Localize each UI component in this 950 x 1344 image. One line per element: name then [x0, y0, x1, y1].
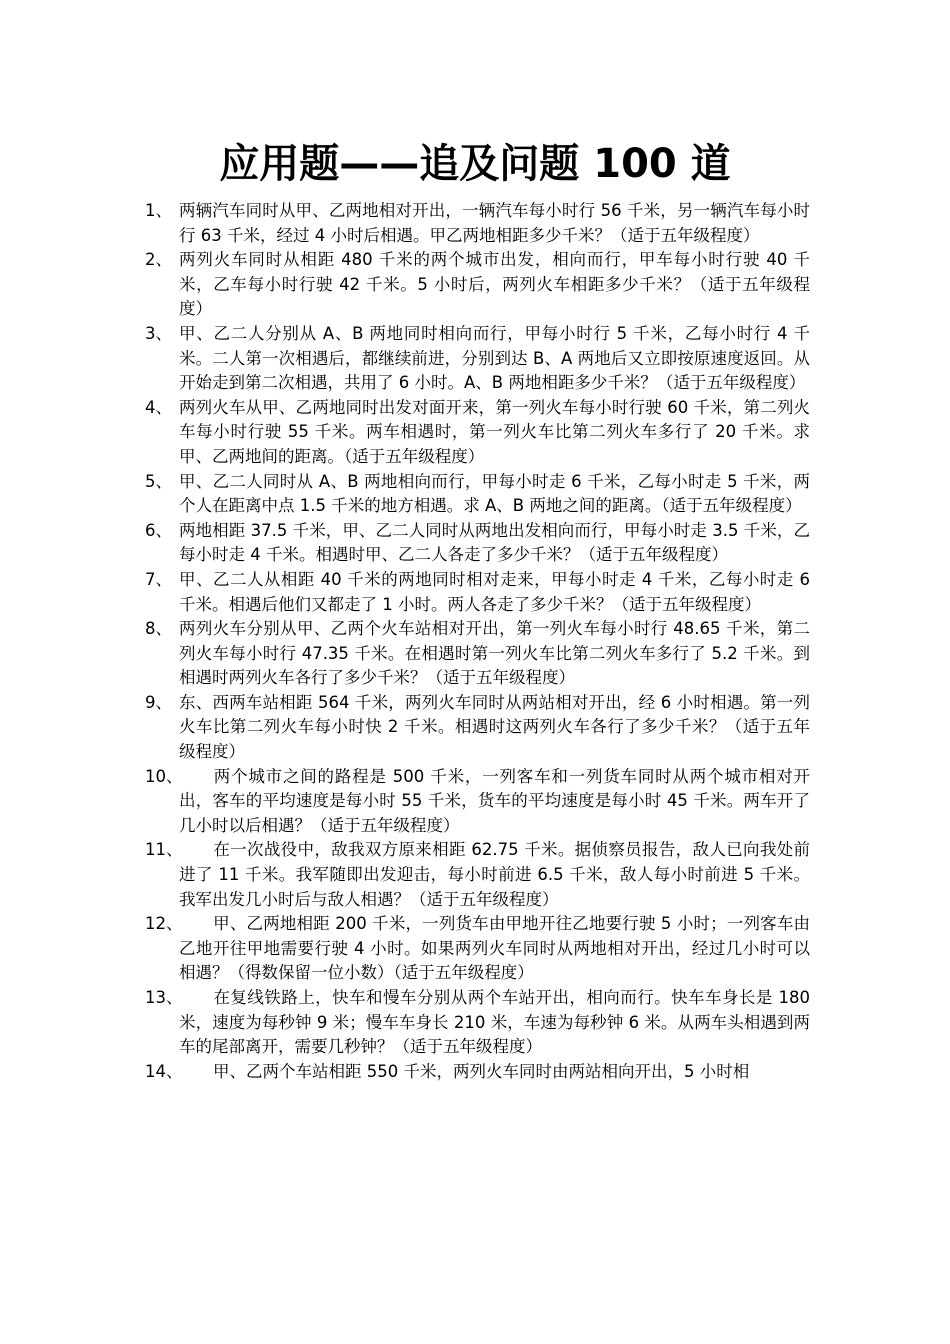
problem-text: 两列火车分别从甲、乙两个火车站相对开出，第一列火车每小时行 48.65 千米，第二列火车每小时行 47.35 千米。在相遇时第一列火车比第二列火车多行了 5.2 千米。到相遇时两列火车各行了多少千米？（适于五年级程度） [179, 619, 810, 688]
problem-number: 11、 [145, 840, 183, 860]
problem-number: 8、 [145, 619, 172, 639]
problem-number: 5、 [145, 471, 172, 491]
problem-item [145, 322, 810, 396]
problem-text: 两地相距 37.5 千米，甲、乙二人同时从两地出发相向而行，甲每小时走 3.5 千米，乙每小时走 4 千米。相遇时甲、乙二人各走了多少千米？（适于五年级程度） [179, 520, 810, 565]
problem-text: 在复线铁路上，快车和慢车分别从两个车站开出，相向而行。快车车身长是 180 米，速度为每秒钟 9 米；慢车车身长 210 米，车速为每秒钟 6 米。从两车头相遇到两车的尾部离开，需要几秒钟？（适于五年级程度） [179, 988, 810, 1057]
problem-item [145, 838, 810, 912]
problem-number: 3、 [145, 323, 172, 343]
problem-item [145, 568, 810, 617]
page-title: 应用题——追及问题 100 道 [219, 141, 731, 187]
problem-list [145, 199, 810, 1084]
problem-number: 7、 [145, 569, 172, 589]
problem-number: 6、 [145, 520, 172, 540]
problem-text: 两列火车从甲、乙两地同时出发对面开来，第一列火车每小时行驶 60 千米，第二列火车每小时行驶 55 千米。两车相遇时，第一列火车比第二列火车多行了 20 千米。求甲、乙两地间的距离。（适于五年级程度） [179, 397, 810, 466]
problem-item [145, 1060, 810, 1085]
problem-item [145, 248, 810, 322]
problem-item [145, 199, 810, 248]
problem-number: 12、 [145, 914, 183, 934]
problem-text: 甲、乙二人从相距 40 千米的两地同时相对走来，甲每小时走 4 千米，乙每小时走 6 千米。相遇后他们又都走了 1 小时。两人各走了多少千米？（适于五年级程度） [179, 569, 810, 614]
problem-number: 10、 [145, 766, 183, 786]
problem-number: 13、 [145, 988, 183, 1007]
problem-text: 甲、乙两地相距 200 千米，一列货车由甲地开往乙地要行驶 5 小时；一列客车由乙地开往甲地需要行驶 4 小时。如果两列火车同时从两地相对开出，经过几小时可以相遇？（得数保留一位小数）（适于五年级程度） [179, 914, 810, 983]
problem-item [145, 765, 810, 839]
problem-text: 在一次战役中，敌我双方原来相距 62.75 千米。据侦察员报告，敌人已向我处前进了 11 千米。我军随即出发迎击，每小时前进 6.5 千米，敌人每小时前进 5 千米。我军出发几小时后与敌人相遇？（适于五年级程度） [179, 840, 810, 909]
problem-text: 甲、乙二人同时从 A、B 两地相向而行，甲每小时走 6 千米，乙每小时走 5 千米，两个人在距离中点 1.5 千米的地方相遇。求 A、B 两地之间的距离。（适于五年级程度） [179, 471, 810, 516]
problem-item [145, 986, 810, 1060]
problem-text: 东、西两车站相距 564 千米，两列火车同时从两站相对开出，经 6 小时相遇。第一列火车比第二列火车每小时快 2 千米。相遇时这两列火车各行了多少千米？（适于五年级程度） [179, 692, 810, 762]
problem-item [145, 396, 810, 470]
problem-item [145, 470, 810, 519]
problem-number: 9、 [145, 692, 172, 712]
problem-text: 两个城市之间的路程是 500 千米，一列客车和一列货车同时从两个城市相对开出，客车的平均速度是每小时 55 千米，货车的平均速度是每小时 45 千米。两车开了几小时以后相遇？（适于五年级程度） [179, 766, 810, 835]
problem-number: 4、 [145, 397, 172, 417]
problem-text: 甲、乙两个车站相距 550 千米，两列火车同时由两站相向开出，5 小时相 [213, 1061, 750, 1081]
problem-number: 14、 [145, 1061, 183, 1081]
problem-item [145, 617, 810, 691]
problem-number: 2、 [145, 250, 172, 270]
problem-item [145, 519, 810, 568]
problem-text: 两辆汽车同时从甲、乙两地相对开出，一辆汽车每小时行 56 千米，另一辆汽车每小时行 63 千米，经过 4 小时后相遇。甲乙两地相距多少千米？（适于五年级程度） [179, 201, 810, 245]
problem-number: 1、 [145, 201, 172, 220]
problem-item [145, 912, 810, 986]
problem-text: 两列火车同时从相距 480 千米的两个城市出发，相向而行，甲车每小时行驶 40 千米，乙车每小时行驶 42 千米。5 小时后，两列火车相距多少千米？（适于五年级程度） [179, 250, 810, 319]
problem-item [145, 691, 810, 765]
problem-text: 甲、乙二人分别从 A、B 两地同时相向而行，甲每小时行 5 千米，乙每小时行 4 千米。二人第一次相遇后，都继续前进，分别到达 B、A 两地后又立即按原速度返回。从开始走到第二次相遇，共用了 6 小时。A、B 两地相距多少千米？（适于五年级程度） [179, 323, 810, 393]
